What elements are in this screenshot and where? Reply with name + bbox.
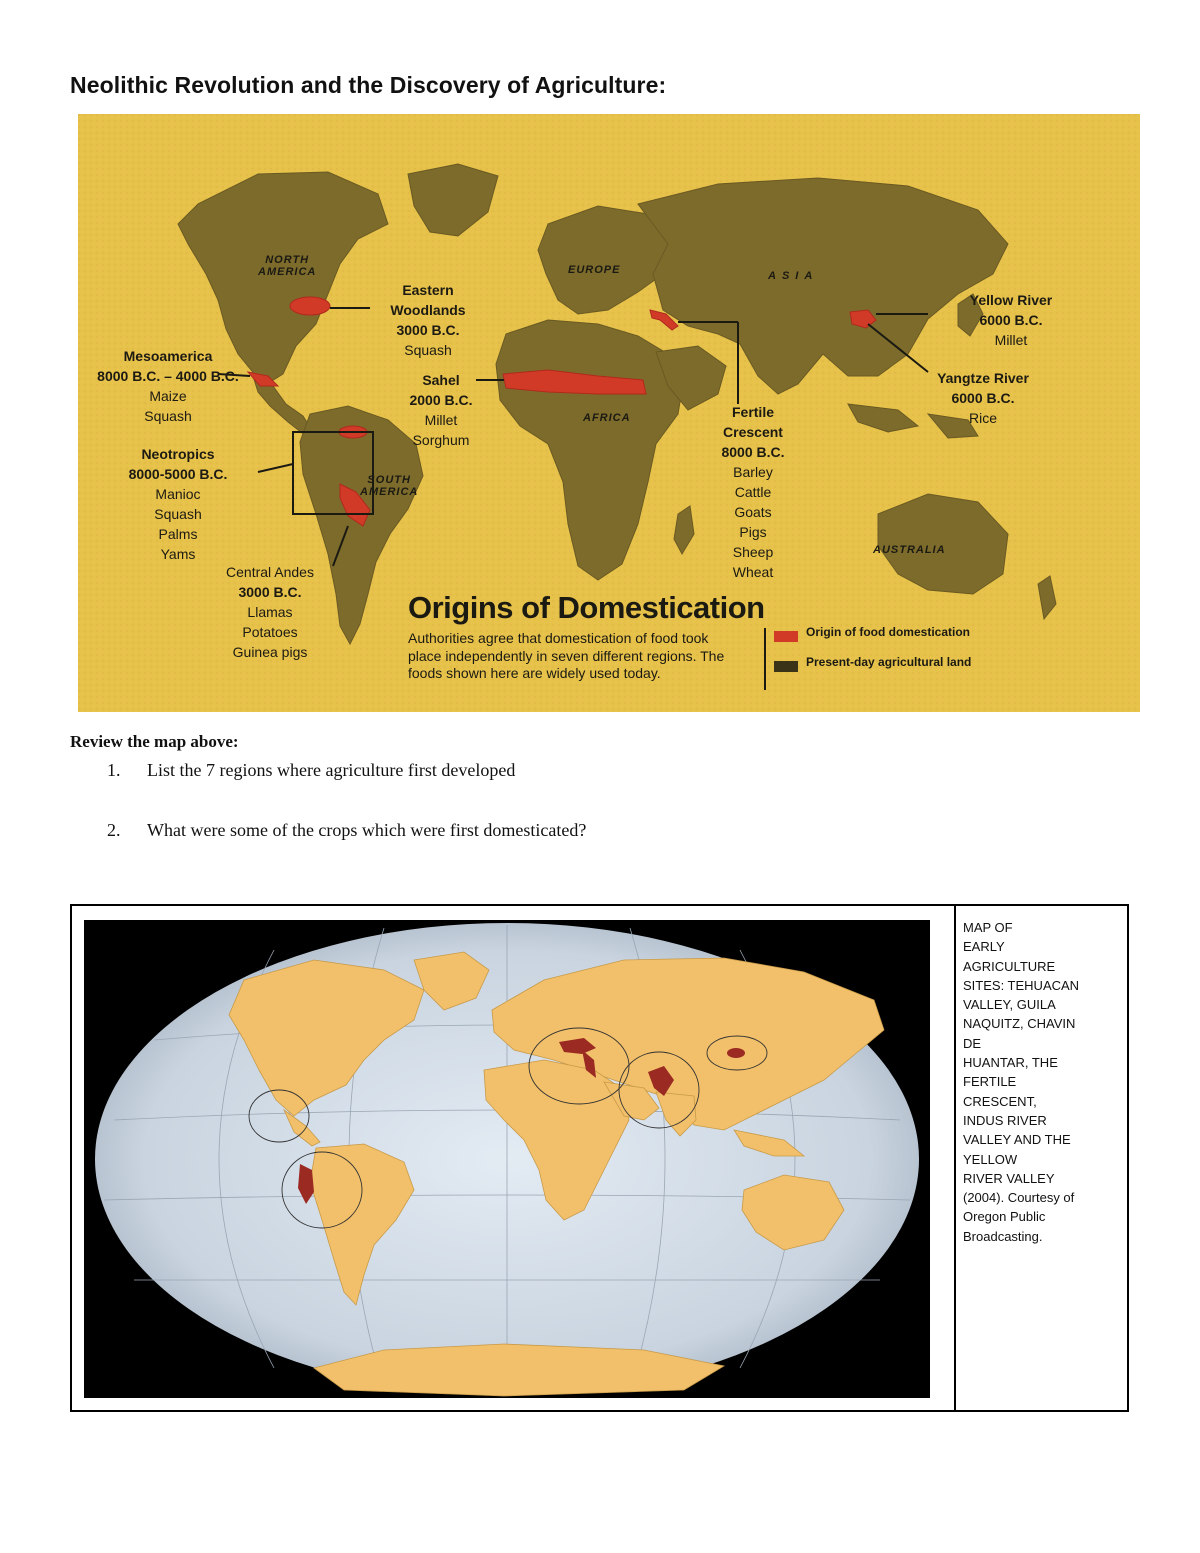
region-crop: Rice bbox=[968, 410, 997, 426]
region-crop: Potatoes bbox=[242, 624, 298, 640]
legend-item-agricultural-land bbox=[774, 654, 974, 672]
continent-text: SOUTH AMERICA bbox=[360, 474, 419, 498]
legend-swatch bbox=[774, 631, 798, 642]
region-crop: Squash bbox=[154, 506, 202, 522]
early-agriculture-sites-map bbox=[84, 920, 930, 1398]
question-text: List the 7 regions where agriculture first developed bbox=[147, 760, 516, 780]
continent-label-asia: ASIA bbox=[768, 270, 819, 282]
origins-of-domestication-map bbox=[78, 114, 1140, 712]
region-crop: Cattle bbox=[734, 484, 772, 500]
region-crop: Millet bbox=[424, 412, 458, 428]
question-2 bbox=[107, 820, 586, 841]
region-label-eastern-woodlands bbox=[368, 280, 488, 360]
continent-text: NORTH AMERICA bbox=[258, 254, 317, 278]
legend-divider bbox=[764, 628, 766, 690]
region-crop: Wheat bbox=[732, 564, 774, 580]
region-label-neotropics bbox=[118, 444, 238, 564]
legend-label: Present-day agricultural land bbox=[806, 655, 972, 669]
region-date: 6000 B.C. bbox=[951, 390, 1015, 406]
region-crop: Maize bbox=[149, 388, 187, 404]
region-crop: Manioc bbox=[155, 486, 201, 502]
region-crop: Yams bbox=[160, 546, 196, 562]
region-crop: Pigs bbox=[739, 524, 767, 540]
region-name: Woodlands bbox=[390, 302, 466, 318]
region-name: Crescent bbox=[723, 424, 783, 440]
region-name: Sahel bbox=[422, 372, 460, 388]
region-name: Neotropics bbox=[141, 446, 215, 462]
region-crop: Squash bbox=[144, 408, 192, 424]
region-name: Yangtze River bbox=[937, 370, 1029, 386]
region-name: Fertile bbox=[731, 404, 774, 420]
region-date: 8000 B.C. – 4000 B.C. bbox=[97, 368, 239, 384]
legend-label: Origin of food domestication bbox=[806, 625, 970, 639]
region-name: Central Andes bbox=[226, 564, 314, 580]
legend-item-origin bbox=[774, 624, 974, 642]
region-label-fertile-crescent bbox=[708, 402, 798, 582]
review-section bbox=[70, 732, 239, 755]
review-heading: Review the map above: bbox=[70, 732, 239, 751]
region-name: Eastern bbox=[402, 282, 454, 298]
legend-swatch bbox=[774, 661, 798, 672]
map-caption: MAP OF EARLY AGRICULTURE SITES: TEHUACAN VALLEY, GUILA NAQUITZ, CHAVIN DE HUANTAR, THE FERTILE CRESCENT, INDUS RIVER VALLEY AND THE YELLOW RIVER VALLEY (2004). Courtesy of Oregon Public Broadcasting. bbox=[963, 920, 1080, 1244]
region-crop: Squash bbox=[404, 342, 452, 358]
continent-label-north-america bbox=[258, 254, 316, 278]
region-date: 3000 B.C. bbox=[396, 322, 460, 338]
continent-label-africa: AFRICA bbox=[583, 412, 631, 424]
region-crop: Millet bbox=[994, 332, 1028, 348]
region-name: Yellow River bbox=[969, 292, 1053, 308]
region-date: 8000 B.C. bbox=[721, 444, 785, 460]
continent-label-australia: AUSTRALIA bbox=[873, 544, 946, 556]
early-agriculture-sites-table bbox=[70, 904, 1129, 1412]
region-crop: Goats bbox=[734, 504, 772, 520]
region-date: 8000-5000 B.C. bbox=[128, 466, 228, 482]
region-crop: Barley bbox=[733, 464, 773, 480]
world-projection-graphic bbox=[84, 920, 930, 1398]
continent-label-europe: EUROPE bbox=[568, 264, 621, 276]
question-text: What were some of the crops which were first domesticated? bbox=[147, 820, 587, 840]
continent-label-south-america bbox=[360, 474, 418, 498]
region-label-central-andes bbox=[208, 562, 332, 662]
region-crop: Sorghum bbox=[412, 432, 470, 448]
region-crop: Guinea pigs bbox=[232, 644, 308, 660]
region-crop: Llamas bbox=[247, 604, 293, 620]
map-legend bbox=[774, 624, 974, 684]
page-title: Neolithic Revolution and the Discovery of Agriculture: bbox=[70, 72, 667, 98]
map-description: Authorities agree that domestication of food took place independently in seven different regions. The foods shown here are widely used today. bbox=[408, 630, 725, 681]
question-1 bbox=[107, 760, 515, 781]
region-label-sahel bbox=[396, 370, 486, 450]
table-divider bbox=[954, 906, 956, 1410]
region-date: 2000 B.C. bbox=[409, 392, 473, 408]
question-number: 1. bbox=[107, 760, 121, 780]
region-crop: Palms bbox=[158, 526, 198, 542]
region-label-mesoamerica bbox=[82, 346, 254, 426]
region-crop: Sheep bbox=[732, 544, 774, 560]
map-heading: Origins of Domestication bbox=[408, 590, 765, 625]
region-date: 3000 B.C. bbox=[238, 584, 302, 600]
region-label-yellow-river bbox=[948, 290, 1074, 350]
region-date: 6000 B.C. bbox=[979, 312, 1043, 328]
region-label-yangtze-river bbox=[918, 368, 1048, 428]
region-name: Mesoamerica bbox=[123, 348, 213, 364]
question-number: 2. bbox=[107, 820, 121, 840]
